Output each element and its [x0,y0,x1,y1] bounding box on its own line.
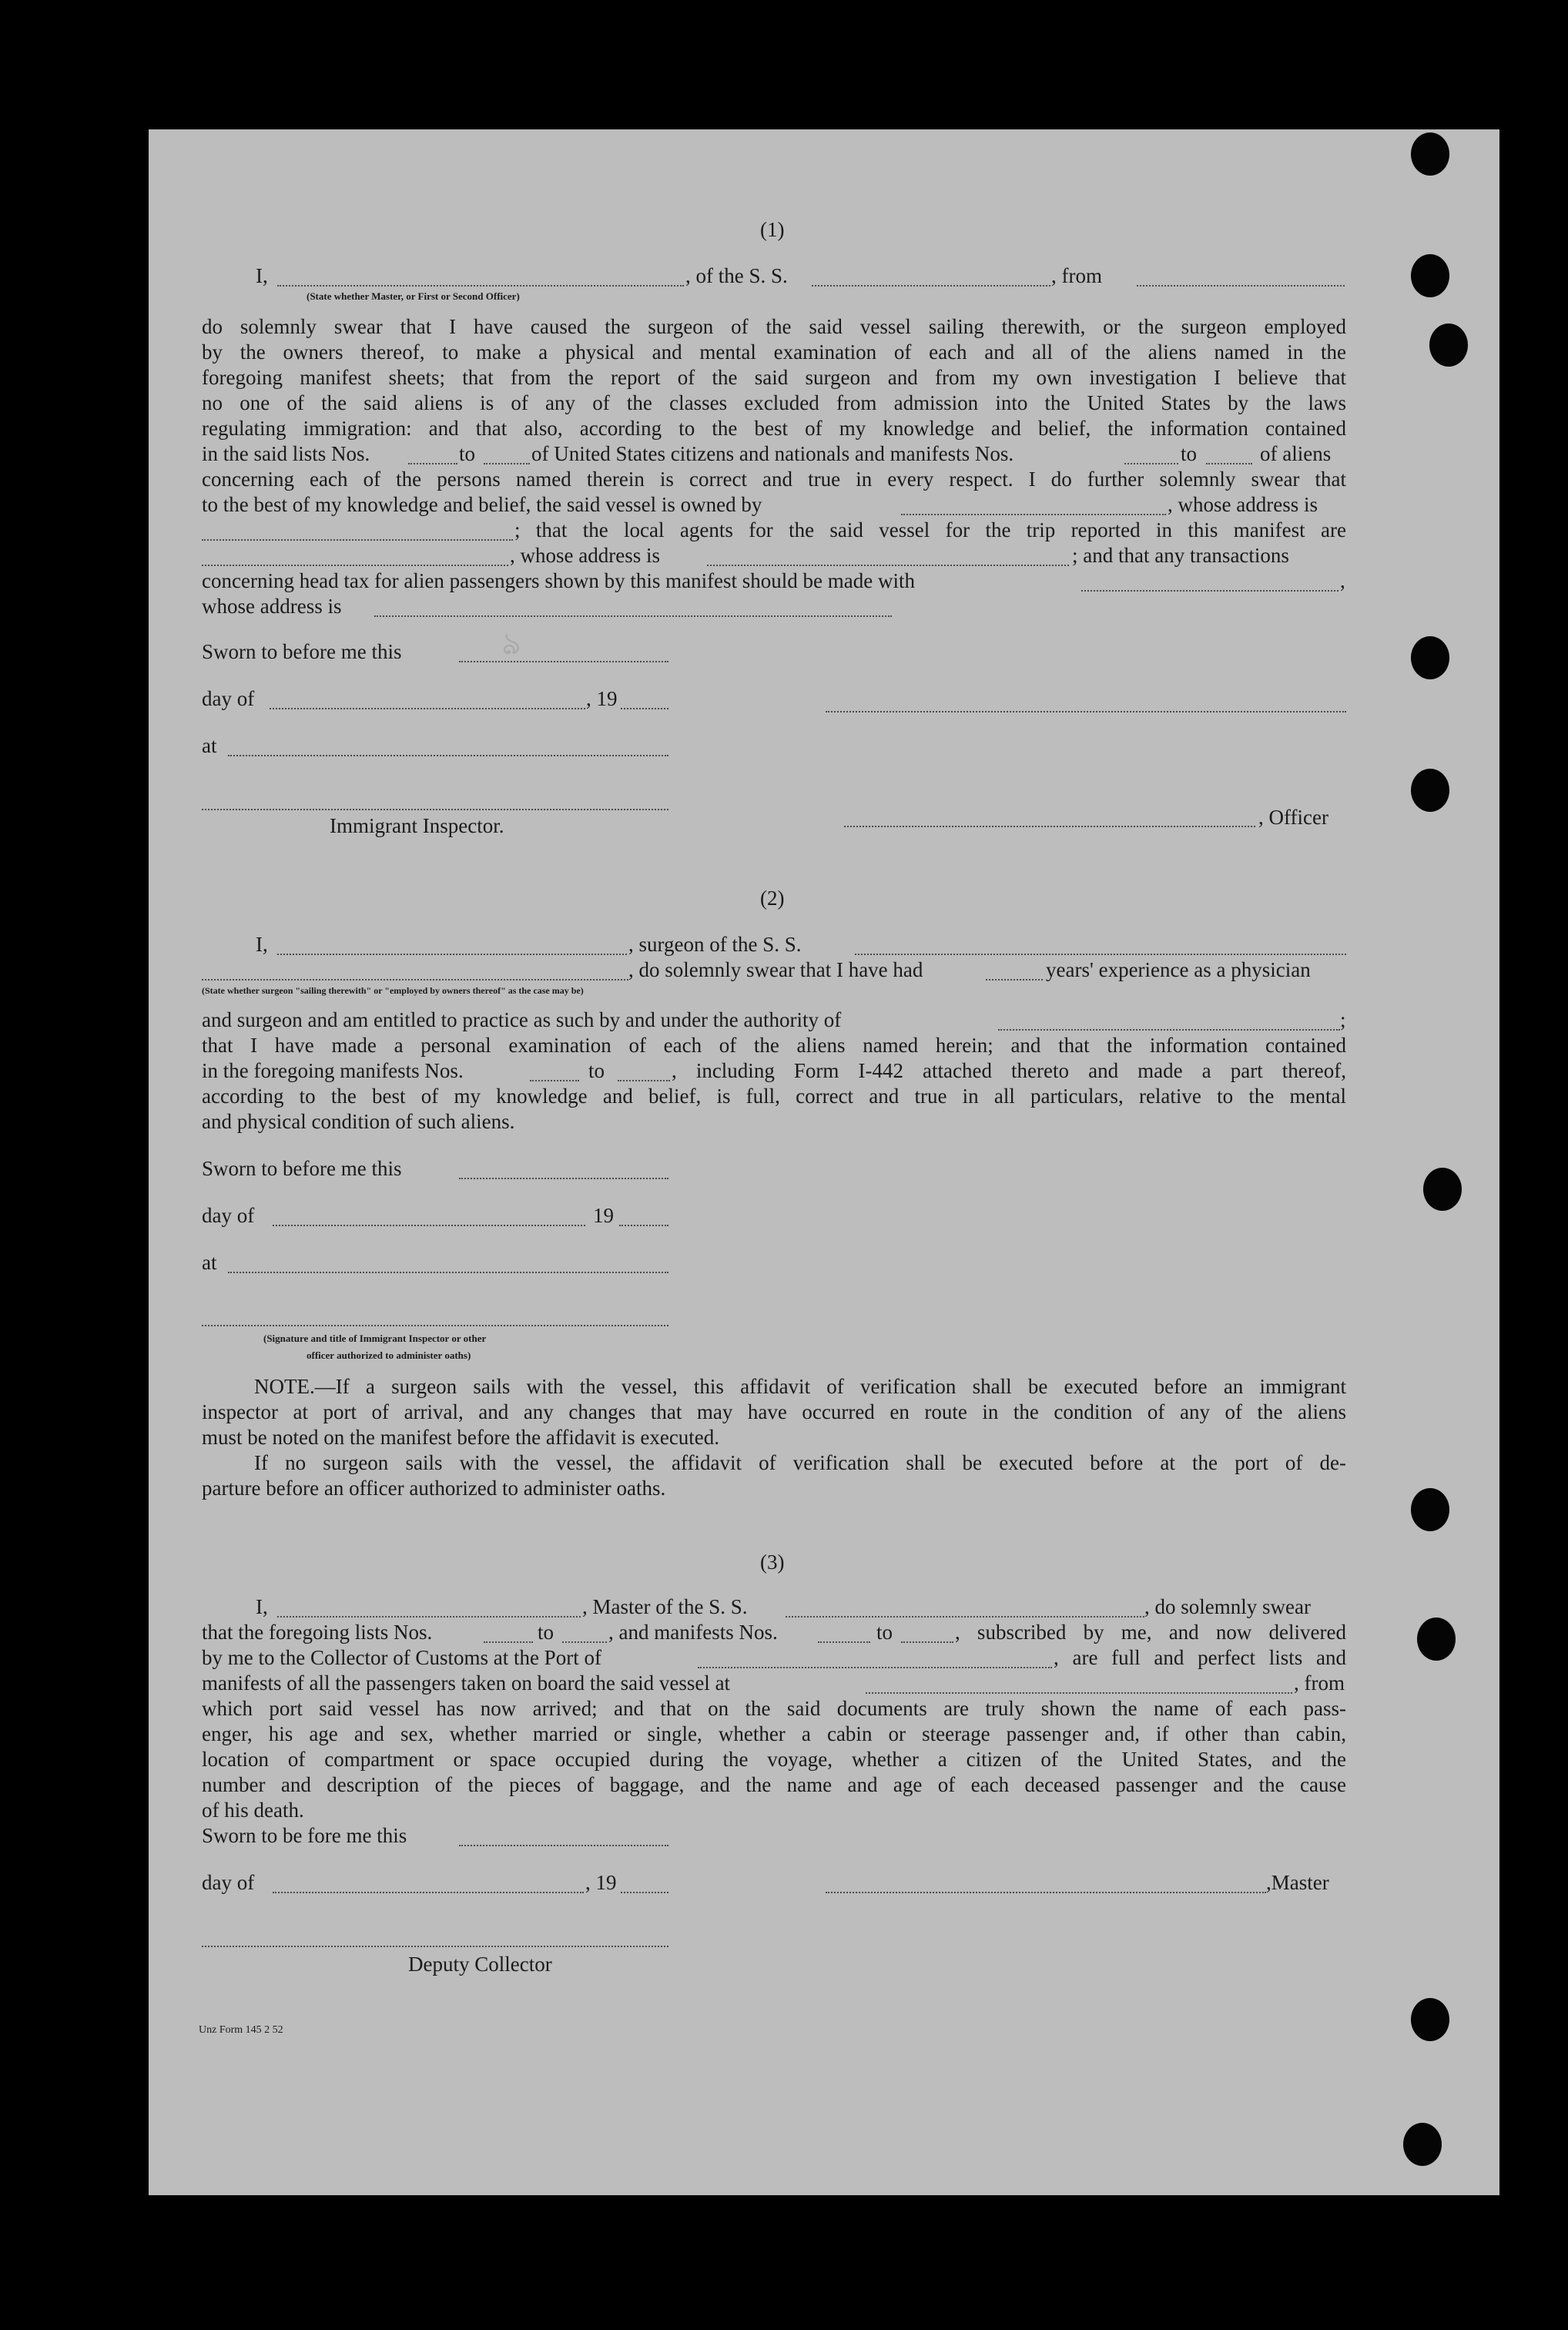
label: , Master of the S. S. [582,1595,748,1618]
section-number: (3) [760,1551,785,1574]
label: concerning head tax for alien passengers shown by this manifest should be made with [202,569,916,592]
body-text: concerning each of the persons named therein is correct and true in every respect. I do further solemnly swear that [202,468,1346,491]
label: at [202,1251,217,1274]
label: to [876,1621,893,1644]
label: to [1181,442,1198,465]
label: ; [1340,1008,1346,1031]
body-text: by the owners thereof, to make a physical and mental examination of each and all of the aliens named in the [202,340,1346,364]
officer-title-field[interactable] [844,826,1255,827]
label: Immigrant Inspector. [330,814,504,837]
body-text: foregoing manifest sheets; that from the report of the said surgeon and from my own investigation I believe that [202,366,1346,389]
boarding-port-field[interactable] [866,1692,1292,1694]
inspector-signature-field[interactable] [202,1325,668,1326]
customs-port-field[interactable] [698,1667,1052,1668]
field-hint: officer authorized to administer oaths) [307,1349,471,1361]
inspector-signature-field[interactable] [202,809,668,810]
manifests-to-field[interactable] [901,1641,953,1643]
label: Sworn to before me this [202,640,402,663]
local-agents-field[interactable] [202,565,508,566]
section-number: (1) [760,218,785,241]
label: ,Master [1266,1871,1329,1894]
note-text: If no surgeon sails with the vessel, the affidavit of verification shall be executed before at the port of de- [254,1451,1346,1474]
master-name-field[interactable] [277,1616,581,1618]
body-text: of his death. [202,1799,304,1822]
binder-hole [1411,1488,1449,1531]
agent-address-field[interactable] [707,565,1069,566]
collector-signature-field[interactable] [202,1946,668,1947]
body-text: no one of the said aliens is of any of the classes excluded from admission into the United States by the laws [202,391,1346,414]
sworn-month-field[interactable] [270,708,585,709]
label: , and manifests Nos. [608,1621,778,1644]
surgeon-manifest-to-field[interactable] [618,1080,670,1081]
binder-hole [1403,2123,1442,2166]
label: day of [202,1871,255,1894]
note-text: inspector at port of arrival, and any changes that may have occurred en route in the condition of any of the aliens [202,1400,1346,1423]
label: and surgeon and am entitled to practice as such by and under the authority of [202,1008,842,1031]
lists-to-field[interactable] [562,1641,607,1643]
vessel-name-field[interactable] [812,285,1050,287]
label: years' experience as a physician [1046,958,1311,981]
body-text: enger, his age and sex, whether married or single, whether a cabin or steerage passenger and, if other than cabin, [202,1722,1346,1745]
label: Deputy Collector [408,1953,552,1976]
sworn-year-field[interactable] [621,1892,668,1893]
lists-from-field[interactable] [484,1641,533,1643]
officer-rank-field[interactable] [277,285,684,287]
sworn-place-field[interactable] [228,1272,668,1273]
label: 19 [593,1204,614,1227]
label: , 19 [585,1871,617,1894]
label: I, [256,1595,268,1618]
label: to [538,1621,554,1644]
label: Sworn to be fore me this [202,1824,407,1847]
master-signature-field[interactable] [826,1892,1266,1893]
label: , whose address is [1168,493,1318,516]
label: that the foregoing lists Nos. [202,1621,433,1644]
label: day of [202,687,255,710]
body-text: do solemnly swear that I have caused the surgeon of the said vessel sailing therewith, or the surgeon employed [202,315,1346,338]
label: whose address is [202,595,342,618]
label: Sworn to before me this [202,1157,402,1180]
label: , from [1051,264,1102,287]
owner-address-field[interactable] [202,539,513,541]
citizen-list-from-field[interactable] [408,463,457,464]
binder-hole [1411,132,1449,176]
master-vessel-field[interactable] [786,1616,1144,1618]
label: of aliens [1260,442,1332,465]
label: , from [1294,1671,1345,1695]
manifests-from-field[interactable] [818,1641,870,1643]
citizen-list-to-field[interactable] [484,463,530,464]
alien-manifest-from-field[interactable] [1124,463,1178,464]
label: , of the S. S. [685,264,788,287]
note-text: NOTE.—If a surgeon sails with the vessel, this affidavit of verification shall be executed before an immigrant [254,1375,1346,1398]
label: , do solemnly swear [1144,1595,1311,1618]
label: in the said lists Nos. [202,442,370,465]
practice-authority-field[interactable] [998,1029,1340,1031]
label: at [202,734,217,757]
label: I, [256,933,268,956]
years-experience-field[interactable] [986,979,1043,981]
binder-hole [1429,324,1468,367]
body-text: ; that the local agents for the said vessel for the trip reported in this manifest are [514,518,1346,541]
faint-stamp: ঌ [502,626,521,661]
label: to the best of my knowledge and belief, the said vessel is owned by [202,493,762,516]
binder-hole [1417,1618,1456,1661]
sworn-day-field[interactable] [459,661,668,662]
label: ; and that any transactions [1072,544,1289,567]
label: , Officer [1258,806,1328,829]
body-text: which port said vessel has now arrived; and that on the said documents are truly shown the name of each pass- [202,1697,1346,1720]
sworn-day-field[interactable] [459,1178,668,1179]
departure-port-field[interactable] [1137,285,1345,287]
alien-manifest-to-field[interactable] [1206,463,1252,464]
note-text: parture before an officer authorized to administer oaths. [202,1477,666,1500]
officer-signature-field[interactable] [826,711,1346,712]
sworn-year-field[interactable] [621,708,668,709]
body-text: that I have made a personal examination of each of the aliens named herein; and that the information contained [202,1034,1346,1057]
surgeon-type-field[interactable] [202,979,628,981]
binder-hole [1423,1168,1462,1211]
label: , surgeon of the S. S. [628,933,802,956]
label: by me to the Collector of Customs at the Port of [202,1646,601,1669]
body-text: , subscribed by me, and now delivered [955,1621,1346,1644]
binder-hole [1411,254,1449,297]
binder-hole [1411,1998,1449,2041]
field-hint: (State whether Master, or First or Second Officer) [307,290,520,302]
sworn-day-field[interactable] [459,1845,668,1846]
label: of United States citizens and nationals and manifests Nos. [531,442,1014,465]
label: , whose address is [510,544,660,567]
label: to [459,442,476,465]
form-number: Unz Form 145 2 52 [199,2024,283,2036]
sworn-year-field[interactable] [619,1225,668,1226]
body-text: , are full and perfect lists and [1054,1646,1346,1669]
note-text: must be noted on the manifest before the affidavit is executed. [202,1426,720,1449]
sworn-place-field[interactable] [228,755,668,756]
body-text: location of compartment or space occupied during the voyage, whether a citizen of the United States, and the [202,1748,1346,1771]
sworn-month-field[interactable] [273,1225,585,1226]
binder-hole [1411,636,1449,679]
label: I, [256,264,268,287]
label: manifests of all the passengers taken on board the said vessel at [202,1671,731,1695]
field-hint: (State whether surgeon "sailing therewith" or "employed by owners thereof" as the case may be) [202,985,584,996]
surgeon-manifest-from-field[interactable] [530,1080,579,1081]
body-text: regulating immigration: and that also, according to the best of my knowledge and belief, the information contained [202,417,1346,440]
label: in the foregoing manifests Nos. [202,1059,464,1082]
body-text: and physical condition of such aliens. [202,1110,515,1133]
label: , 19 [586,687,618,710]
sworn-month-field[interactable] [273,1892,584,1893]
label: , do solemnly swear that I have had [628,958,923,981]
body-text: , including Form I-442 attached thereto and made a part thereof, [672,1059,1346,1082]
surgeon-name-field[interactable] [277,954,627,955]
section-number: (2) [760,887,785,910]
vessel-owner-field[interactable] [901,514,1166,515]
head-tax-contact-field[interactable] [1081,590,1338,592]
label: to [588,1059,605,1082]
binder-hole [1411,769,1449,812]
surgeon-vessel-field[interactable] [855,954,1346,955]
label: , [1340,569,1345,592]
label: day of [202,1204,255,1227]
body-text: according to the best of my knowledge and belief, is full, correct and true in all particulars, relative to the mental [202,1085,1346,1108]
field-hint: (Signature and title of Immigrant Inspector or other [263,1333,487,1344]
body-text: number and description of the pieces of baggage, and the name and age of each deceased passenger and the cause [202,1773,1346,1796]
head-tax-address-field[interactable] [374,615,892,617]
